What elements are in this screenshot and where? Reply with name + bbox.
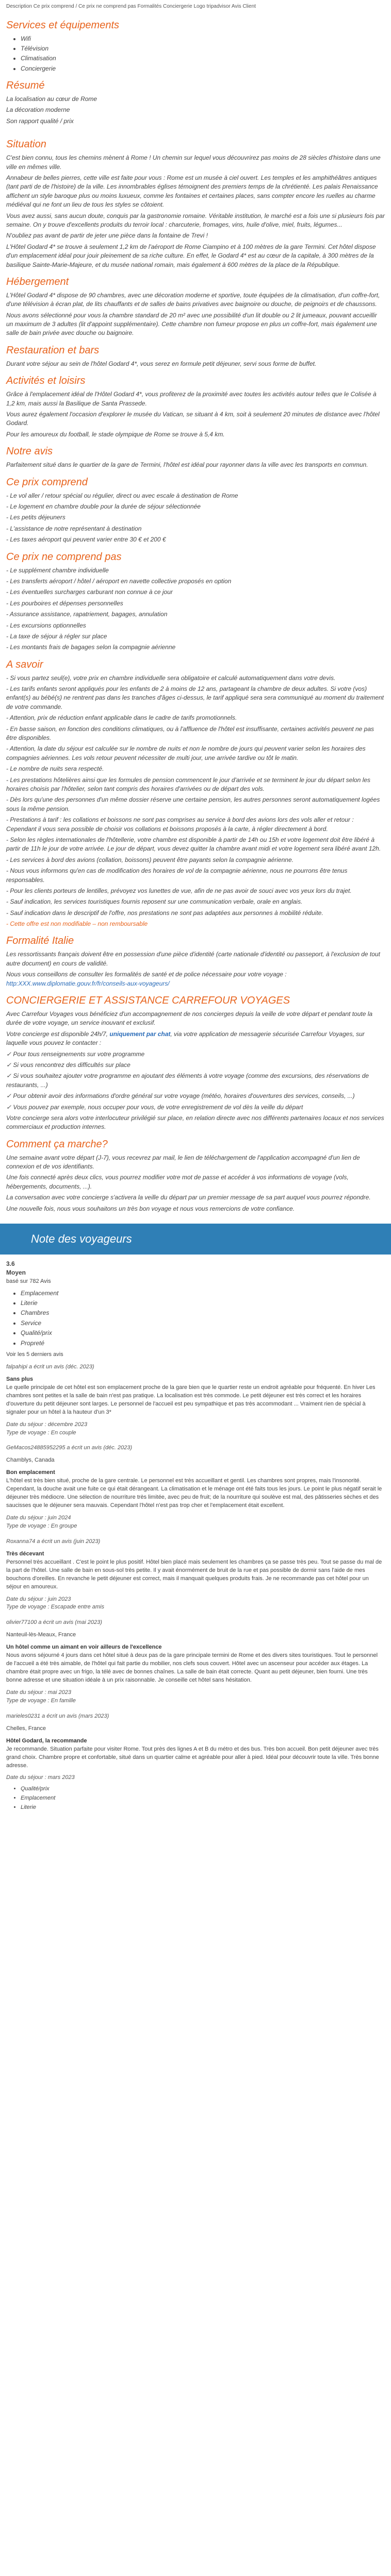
- situation-paragraph: C'est bien connu, tous les chemins mènent à Rome ! Un chemin sur lequel vous découvrirez pas moins de 28 siècles d'histoire dans une ville en mêmes ville.: [6, 154, 381, 171]
- review-author: GeMacos24885952295 a écrit un avis (déc. 2023): [6, 1445, 132, 1451]
- review-date: Date du séjour : mai 2023: [6, 1689, 71, 1696]
- rating-category: • Emplacement: [21, 1289, 385, 1298]
- rating-category: • Service: [21, 1319, 385, 1328]
- review-type: Type de voyage : En couple: [6, 1429, 76, 1436]
- hebergement-paragraph: L'Hôtel Godard 4* dispose de 90 chambres, avec une décoration moderne et sportive, toute équipées de la climatisation, d'un coffre-fort, d'une télévision à écran plat, de lits chauffants et de salles de bains privatives avec baignoire ou douche, de peignoirs et de chaussons.: [6, 291, 380, 308]
- review-date: Date du séjour : décembre 2023: [6, 1421, 88, 1428]
- review-location: Nanteuil-lès-Meaux, France: [6, 1632, 76, 1638]
- notre-avis-paragraph: Parfaitement situé dans le quartier de la gare de Termini, l'hôtel est idéal pour rayonner dans la ville avec les transports en commun.: [6, 461, 368, 469]
- review-title: Un hôtel comme un aimant en voir ailleurs de l'excellence: [6, 1644, 162, 1651]
- review-location: Chelles, France: [6, 1725, 46, 1732]
- section-title-comment: Comment ça marche?: [6, 1138, 108, 1150]
- a-savoir-line: - Sauf indication, les services touristiques fournis reposent sur une communication verbale, orale en anglais.: [6, 898, 303, 906]
- review-category: • Emplacement: [21, 1794, 385, 1803]
- prix-ne-comprend-item: - Les transferts aéroport / hôtel / aéroport en navette collective proposés en option: [6, 577, 232, 585]
- review-item: [6, 1444, 385, 1530]
- section-title-prix-comprend: Ce prix comprend: [6, 476, 88, 488]
- review-category: • Literie: [21, 1804, 385, 1812]
- prix-ne-comprend-item: - Les éventuelles surcharges carburant non connue à ce jour: [6, 588, 173, 596]
- section-title-conciergerie: CONCIERGERIE ET ASSISTANCE CARREFOUR VOYAGES: [6, 995, 290, 1007]
- resume-line: Son rapport qualité / prix: [6, 117, 74, 125]
- activites-paragraph: Vous aurez également l'occasion d'explorer le musée du Vatican, se situant à 4 km, soit à seulement 20 minutes de distance avec l'hôtel Godard.: [6, 411, 380, 427]
- review-title: Sans plus: [6, 1376, 33, 1382]
- rating-category: • Qualité/prix: [21, 1329, 385, 1337]
- section-title-formalite: Formalité Italie: [6, 935, 74, 947]
- activites-paragraph: Pour les amoureux du football, le stade olympique de Rome se trouve à 5,4 km.: [6, 430, 225, 438]
- prix-comprend-item: - Le vol aller / retour spécial ou régulier, direct ou avec escale à destination de Rome: [6, 492, 238, 499]
- review-date: Date du séjour : mars 2023: [6, 1774, 75, 1781]
- a-savoir-line: - Nous vous informons qu'en cas de modification des horaires de vol de la compagnie aérienne, nous ne pourrons être tenus responsables.: [6, 867, 348, 884]
- service-item: • Télévision: [21, 44, 385, 53]
- review-category: • Qualité/prix: [21, 1785, 385, 1793]
- a-savoir-line: - Prestations à tarif : les collations et boissons ne sont pas comprises au service à bord des avions lors des vols aller et retour : Cependant il vous sera possible de choisir vos collations et boissons proposés à la carte, à régler directement à bord.: [6, 816, 354, 833]
- prix-ne-comprend-item: - Le supplément chambre individuelle: [6, 566, 109, 574]
- conciergerie-text-pre: Votre concierge est disponible 24h/7,: [6, 1030, 110, 1038]
- review-author: olivier77100 a écrit un avis (mai 2023): [6, 1619, 102, 1626]
- conciergerie-item: ✓ Si vous souhaitez ajouter votre programme en ajoutant des éléments à votre voyage (comme des excursions, des réservations de restaurants, ...): [6, 1072, 369, 1089]
- conciergerie-item: ✓ Vous pouvez par exemple, nous occuper pour vous, de votre enregistrement de vol dès la veille du départ: [6, 1103, 303, 1111]
- review-title: Hôtel Godard, la recommande: [6, 1737, 87, 1744]
- situation-paragraph: N'oubliez pas avant de partir de jeter une pièce dans la fontaine de Trevi !: [6, 232, 208, 240]
- review-type: Type de voyage : En famille: [6, 1697, 76, 1704]
- rating-categories: [21, 1289, 385, 1348]
- a-savoir-line: - Les prestations hôtelières ainsi que les formules de pension commencent le jour d'arrivée et se terminent le jour du départ selon les horaires choisis par l'hôtelier, selon tant compris des horaires d'arrivées ou de départ des vols.: [6, 776, 371, 792]
- rating-category: • Literie: [21, 1299, 385, 1308]
- reviews-banner: Note des voyageurs: [0, 1224, 391, 1255]
- conciergerie-item: ✓ Pour obtenir avoir des informations d'ordre général sur votre voyage (météo, horaires d'ouvertures des services, conseils, ...): [6, 1092, 355, 1100]
- hebergement-paragraph: Nous avons sélectionné pour vous la chambre standard de 20 m² avec une possibilité d'un lit double ou 2 lit jumeaux, pouvant accueillir un maximum de 3 adultes (lit d'appoint supplémentaire). Cette chambre non fumeur propose en plus un coffre-fort, mais également une salle de bain privée avec douche ou baignoire.: [6, 311, 377, 337]
- conciergerie-chat-only: uniquement par chat: [109, 1030, 171, 1038]
- situation-paragraph: Vous avez aussi, sans aucun doute, conquis par la gastronomie romaine. Véritable institution, le marché est a fois une si plusieurs fois par semaine. On y trouve d'excellents produits du terroir local : charcuterie, fromages, vins, huile d'olive, miel, fruits, légumes...: [6, 212, 385, 228]
- section-title-prix-ne-comprend: Ce prix ne comprend pas: [6, 551, 122, 563]
- conciergerie-paragraph: [6, 1030, 385, 1048]
- a-savoir-line: - Sauf indication dans le descriptif de l'offre, nos prestations ne sont pas adaptées aux personnes à mobilité réduite.: [6, 909, 323, 917]
- service-item: • Conciergerie: [21, 64, 385, 73]
- prix-ne-comprend-item: - Les montants frais de bagages selon la compagnie aérienne: [6, 643, 176, 651]
- comment-paragraph: Une fois connecté après deux clics, vous pourrez modifier votre mot de passe et accéder à vos informations de voyage (vols, hébergements, documents, ...).: [6, 1174, 349, 1190]
- prix-comprend-item: - Le logement en chambre double pour la durée de séjour sélectionnée: [6, 503, 201, 510]
- conciergerie-item: ✓ Pour tous renseignements sur votre programme: [6, 1050, 145, 1058]
- section-title-a-savoir: A savoir: [6, 658, 43, 670]
- section-title-activites: Activités et loisirs: [6, 375, 86, 387]
- a-savoir-line: - Attention, la date du séjour est calculée sur le nombre de nuits et non le nombre de jours qui peuvent varier selon les horaires des compagnies aériennes. Les vols retour peuvent nécessiter de multi jour, une arrivée tardive ou tôt le matin.: [6, 745, 366, 761]
- review-title: Bon emplacement: [6, 1469, 55, 1476]
- conciergerie-paragraph: Votre concierge sera alors votre interlocuteur privilégié sur place, en relation directe avec nos différents partenaires locaux et nos services commerciaux et production internes.: [6, 1114, 384, 1131]
- review-title: Très décevant: [6, 1550, 44, 1557]
- diplomatie-link[interactable]: http:XXX.www.diplomatie.gouv.fr/fr/conseils-aux-voyageurs/: [6, 979, 170, 987]
- review-author: marieles0231 a écrit un avis (mars 2023): [6, 1713, 109, 1719]
- rating-score: 3.6: [6, 1260, 15, 1267]
- review-type: Type de voyage : En groupe: [6, 1522, 77, 1529]
- rating-label: Moyen: [6, 1269, 26, 1277]
- review-author: Roxanna74 a écrit un avis (juin 2023): [6, 1538, 101, 1545]
- services-list: [21, 35, 385, 74]
- a-savoir-line: - Les tarifs enfants seront appliqués pour les enfants de 2 à moins de 12 ans, partageant la chambre de deux adultes. Si votre (vos) enfant(s) au bébé(s) ne rentrent pas dans les tranches d'âges ci-dessus, le tarif appliqué sera sera communiqué au moment du traitement de votre commande.: [6, 685, 384, 710]
- prix-comprend-item: - L'assistance de notre représentant à destination: [6, 524, 142, 532]
- situation-paragraph: L'Hôtel Godard 4* se trouve à seulement 1,2 km de l'aéroport de Rome Ciampino et à 100 mètres de la gare Termini. Cet hôtel dispose d'un emplacement idéal pour jouir pleinement de sa riche culture. En effet, le Godard 4* est au cœur de la capitale, à 300 mètres de la basilique Sainte-Marie-Majeure, et du musée national romain, mais également à 600 mètres de la place de la République.: [6, 243, 376, 268]
- prix-comprend-item: - Les petits déjeuners: [6, 514, 66, 521]
- prix-ne-comprend-item: - Les pourboires et dépenses personnelles: [6, 599, 123, 607]
- comment-paragraph: La conversation avec votre concierge s'activera la veille du départ par un premier message de sa part auquel vous pourrez répondre.: [6, 1194, 371, 1201]
- section-title-restauration: Restauration et bars: [6, 344, 100, 356]
- review-type: Type de voyage : Escapade entre amis: [6, 1604, 104, 1611]
- rating-count: basé sur 782 Avis: [6, 1278, 51, 1284]
- review-categories: [21, 1785, 385, 1812]
- review-body: L'hôtel est très bien situé, proche de la gare centrale. Le personnel est très accueillant et gentil. Les chambres sont propres, mais l'insonorité. Cependant, la douche avait une fuite ce qui était dérangeant. La climatisation et le ménage ont été faits tous les jours. Le point le plus négatif serait le déjeuner très médiocre. Une sélection de nourriture très limitée, avec peu de fruit; de la nourriture qui soulève est mal, des pâtisseries sèches et des saucisses que le déjeuner sera mauvais. Cependant l'hôtel n'est pas trop cher et l'emplacement était excellent.: [6, 1478, 382, 1509]
- prix-ne-comprend-item: - Les excursions optionnelles: [6, 621, 86, 629]
- section-title-hebergement: Hébergement: [6, 276, 69, 287]
- formalite-advice-text: Nous vous conseillons de consulter les formalités de santé et de police nécessaire pour votre voyage :: [6, 971, 287, 978]
- a-savoir-line: - Selon les règles internationales de l'hôtellerie, votre chambre est disponible à partir de 14h ou 15h et votre logement doit être libéré à partir de 11h le jour de votre arrivée. Le jour de départ, vous devez quitter la chambre avant midi et votre logement sera libéré avant 12h.: [6, 836, 381, 853]
- main-content: [0, 19, 391, 1214]
- section-title-resume: Résumé: [6, 80, 45, 92]
- service-item: • Climatisation: [21, 54, 385, 63]
- review-date: Date du séjour : juin 2024: [6, 1515, 71, 1521]
- conciergerie-paragraph: Avec Carrefour Voyages vous bénéficiez d'un accompagnement de nos concierges depuis la veille de votre départ et pendant toute la durée de votre voyage, un service inouvant et exclusif.: [6, 1010, 373, 1027]
- service-item: • Wifi: [21, 35, 385, 43]
- rating-category: • Propreté: [21, 1339, 385, 1348]
- prix-comprend-item: - Les taxes aéroport qui peuvent varier entre 30 € et 200 €: [6, 536, 166, 544]
- a-savoir-line: - Pour les clients porteurs de lentilles, prévoyez vos lunettes de vue, afin de ne pas avoir de souci avec vos yeux lors du trajet.: [6, 887, 352, 894]
- review-body: Personnel très accueillant . C'est le point le plus positif. Hôtel bien placé mais seulement les chambres ça se passe très peu. Tout se passe du mal de la part de l'hôtel. Une salle de bain en sous-sol très petite. Il y avait énormément de bruit de la rue et pas possible de dormir sans l'aide de mes bouchons d'oreilles. En revanche le petit déjeuner est correct, mais il manquait quelques produits frais. Je ne recommande pas cet hôtel pour un séjour en amoureux.: [6, 1558, 382, 1590]
- reviews-section: [0, 1255, 391, 1824]
- section-title-notre-avis: Notre avis: [6, 446, 53, 457]
- restauration-paragraph: Durant votre séjour au sein de l'hôtel Godard 4*, vous serez en formule petit déjeuner, servi sous forme de buffet.: [6, 360, 317, 367]
- a-savoir-line: - Les services à bord des avions (collation, boissons) peuvent être payants selon la compagnie aérienne.: [6, 856, 294, 863]
- review-item: [6, 1363, 385, 1437]
- recent-reviews-link[interactable]: Voir les 5 derniers avis: [6, 1351, 63, 1358]
- rating-category: • Chambres: [21, 1309, 385, 1317]
- resume-line: La décoration moderne: [6, 106, 70, 114]
- a-savoir-line: - Si vous partez seul(e), votre prix en chambre individuelle sera obligatoire et calculé automatiquement dans votre devis.: [6, 674, 336, 682]
- comment-paragraph: Une nouvelle fois, nous vous souhaitons un très bon voyage et nous vous remercions de votre confiance.: [6, 1205, 295, 1212]
- review-author: falpahipi a écrit un avis (déc. 2023): [6, 1363, 94, 1370]
- a-savoir-line: - Dès lors qu'une des personnes d'un même dossier réserve une certaine pension, les autres personnes seront automatiquement logées sous la même pension.: [6, 796, 380, 812]
- review-item: [6, 1713, 385, 1812]
- review-item: [6, 1538, 385, 1612]
- resume-line: La localisation au cœur de Rome: [6, 95, 97, 103]
- activites-paragraph: Grâce à l'emplacement idéal de l'Hôtel Godard 4*, vous profiterez de la proximité avec toutes les activités autour telles que le Colisée à 1,2 km, mais aussi la Basilique de Santa Prassede.: [6, 391, 377, 407]
- review-body: Le quelle principale de cet hôtel est son emplacement proche de la gare bien que le quartier reste un endroit agréable pour fréquenté. En hiver Les chambres sont petites et la salle de bain n'est pas pratique. La localisation est très commode. Le petit déjeuner est très correct et les horaires d'ouverture du petit déjeuner sont larges. Le personnel de l'accueil est peu sympathique et pas très accommodant ... Vraiment rien de spécial à signaler pour un hôtel à la hauteur d'un 3*: [6, 1384, 376, 1415]
- review-body: Je recommande. Situation parfaite pour visiter Rome. Tout près des lignes A et B du métro et des bus. Très bon accueil. Bon petit déjeuner avec très grand choix. Chambre propre et confortable, situé dans un quartier calme et agréable pour aller à pied. Idéal pour découvrir toute la ville. Très bonne adresse.: [6, 1745, 379, 1769]
- review-item: [6, 1619, 385, 1705]
- review-location: Chamblys, Canada: [6, 1457, 55, 1464]
- review-body: Nous avons séjourné 4 jours dans cet hôtel situé à deux pas de la gare principale termini de Rome et des divers sites touristiques. Tout le personnel de l'accueil a été très aimable, de l'hôtel qui fait partie du mobilier, nos clefs sous couvert. Hôtel avec un ascenseur pour accéder aux étages. La chambre était propre avec un frigo, la télé avec de bonnes chaînes. La salle de bain était correcte. Quant au petit déjeuner, bien fourni. Une très bonne adresse et une situation idéale à un prix raisonnable. Je conseille cet hôtel sans hésitation.: [6, 1652, 378, 1683]
- comment-paragraph: Une semaine avant votre départ (J-7), vous recevrez par mail, le lien de téléchargement de l'application accompagné d'un lien de connexion et de vos identifiants.: [6, 1154, 360, 1171]
- conciergerie-item: ✓ Si vous rencontrez des difficultés sur place: [6, 1061, 131, 1069]
- a-savoir-line: - Attention, prix de réduction enfant applicable dans le cadre de tarifs promotionnels.: [6, 714, 237, 722]
- section-title-situation: Situation: [6, 139, 46, 150]
- review-date: Date du séjour : juin 2023: [6, 1596, 71, 1602]
- a-savoir-line: - En basse saison, en fonction des conditions climatiques, ou à l'affluence de l'hôtel est insuffisante, certaines activités peuvent ne pas être disponibles.: [6, 725, 374, 742]
- situation-paragraph: Annabeur de belles pierres, cette ville est faite pour vous : Rome est un musée à ciel ouvert. Les temples et les amphithéâtres antiques (tant parti de de l'histoire) de la ville. Les innombrables églises témoignent des premiers temps de la chrétienté. Les palais Renaissance affichent un style baroque plus ou moins luxueux, comme les fontaines et certaines places, sans compter encore les ruelles au charme médiéval qui ne font un lieu de tous les styles se côtoient.: [6, 174, 378, 209]
- top-nav-note: Description Ce prix comprend / Ce prix ne comprend pas Formalités Conciergerie Logo tripadvisor Avis Client: [6, 4, 256, 9]
- a-savoir-line: - Le nombre de nuits sera respecté.: [6, 765, 104, 773]
- formalite-paragraph: Les ressortissants français doivent être en possession d'une pièce d'identité (carte nationale d'identité ou passeport, à l'exclusion de tout autre document) en cours de validité.: [6, 951, 380, 967]
- conciergerie-text-post: , via votre application de messagerie sécurisée Carrefour Voyages, sur laquelle vous pouvez le contacter :: [6, 1030, 365, 1047]
- non-refundable-warning: - Cette offre est non modifiable – non remboursable: [6, 920, 148, 928]
- section-title-services: Services et équipements: [6, 19, 120, 31]
- formalite-paragraph: [6, 970, 385, 988]
- prix-ne-comprend-item: - Assurance assistance, rapatriement, bagages, annulation: [6, 611, 168, 618]
- prix-ne-comprend-item: - La taxe de séjour à régler sur place: [6, 632, 107, 640]
